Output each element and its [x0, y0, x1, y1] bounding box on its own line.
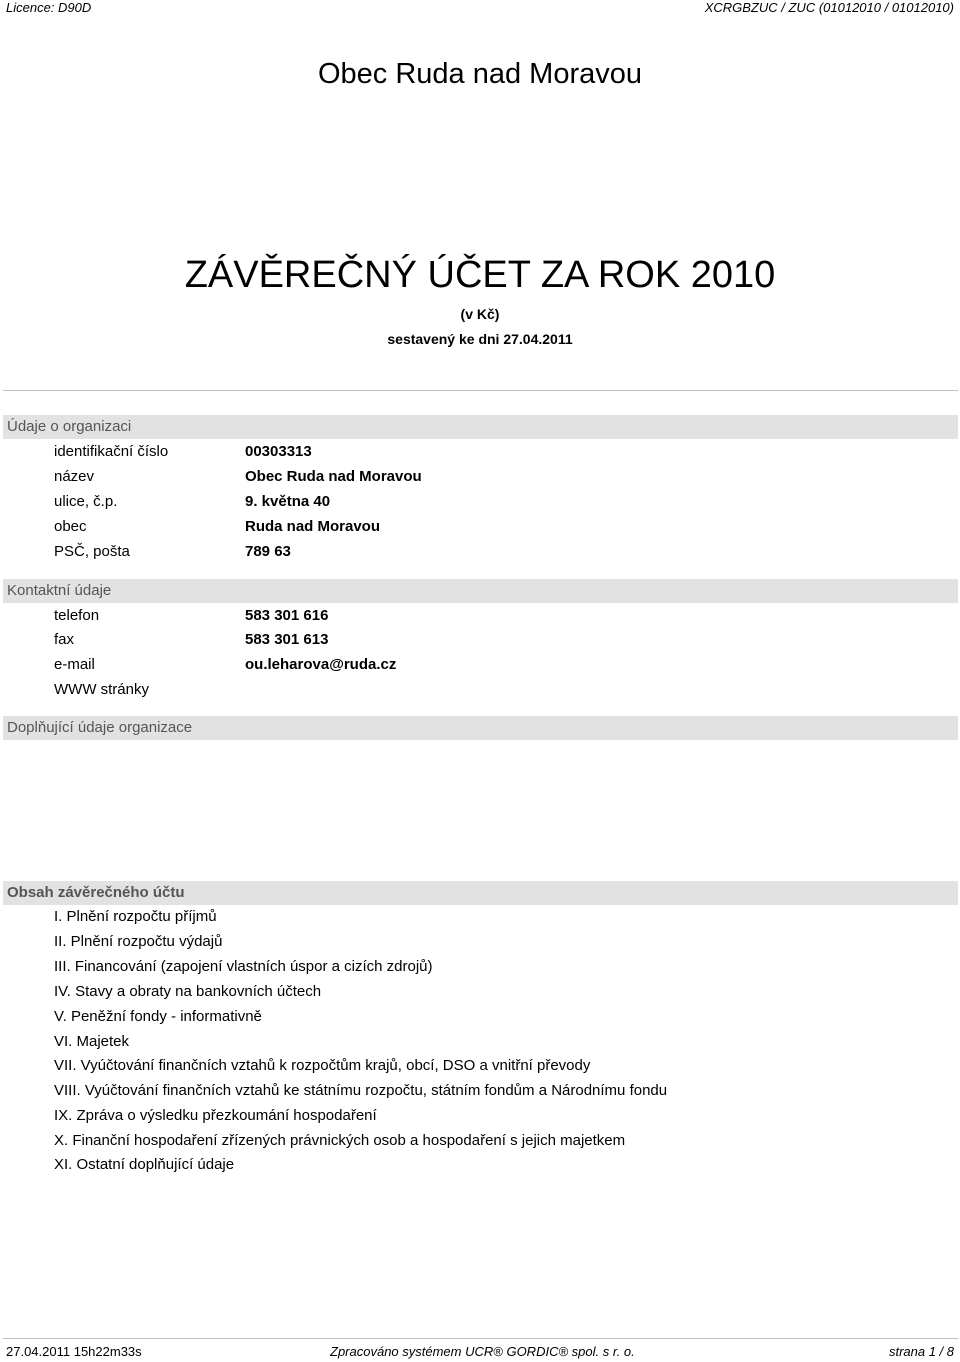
contents-item: I. Plnění rozpočtu příjmů — [54, 908, 217, 925]
field-label: PSČ, pošta — [54, 543, 130, 560]
field-label: telefon — [54, 607, 100, 624]
contents-item: XI. Ostatní doplňující údaje — [54, 1156, 235, 1173]
section-header-contact: Kontaktní údaje — [3, 579, 958, 603]
contents-item: II. Plnění rozpočtu výdajů — [54, 933, 223, 950]
section-header-contents: Obsah závěrečného účtu — [3, 881, 958, 905]
document-title: ZÁVĚREČNÝ ÚČET ZA ROK 2010 — [184, 254, 776, 296]
footer-page-number: strana 1 / 8 — [888, 1344, 954, 1359]
field-label: fax — [54, 631, 75, 648]
organization-title: Obec Ruda nad Moravou — [317, 58, 643, 90]
compiled-date: sestavený ke dni 27.04.2011 — [387, 331, 573, 347]
field-label: název — [54, 468, 95, 485]
field-value-email: ou.leharova@ruda.cz — [245, 656, 397, 673]
contents-item: IX. Zpráva o výsledku přezkoumání hospodaření — [54, 1107, 377, 1124]
contents-item: V. Peněžní fondy - informativně — [54, 1008, 262, 1025]
field-value-phone: 583 301 616 — [245, 607, 329, 624]
field-label: obec — [54, 518, 87, 535]
footer-system: Zpracováno systémem UCR® GORDIC® spol. s r. o. — [330, 1344, 635, 1359]
footer-timestamp: 27.04.2011 15h22m33s — [6, 1344, 142, 1359]
section-header-organization: Údaje o organizaci — [3, 415, 958, 439]
field-label: identifikační číslo — [54, 443, 169, 460]
field-label: WWW stránky — [54, 681, 149, 698]
contents-item: VII. Vyúčtování finančních vztahů k rozpočtům krajů, obcí, DSO a vnitřní převody — [54, 1057, 591, 1074]
field-value-name: Obec Ruda nad Moravou — [245, 468, 422, 485]
field-value-fax: 583 301 613 — [245, 631, 329, 648]
document-code: XCRGBZUC / ZUC (01012010 / 01012010) — [704, 0, 954, 15]
contents-item: IV. Stavy a obraty na bankovních účtech — [54, 983, 322, 1000]
section-header-extra: Doplňující údaje organizace — [3, 716, 958, 740]
licence-label: Licence: D90D — [6, 0, 92, 15]
divider-top — [3, 390, 958, 391]
field-label: e-mail — [54, 656, 95, 673]
contents-item: VI. Majetek — [54, 1033, 130, 1050]
field-value-postcode: 789 63 — [245, 543, 291, 560]
field-label: ulice, č.p. — [54, 493, 118, 510]
contents-item: III. Financování (zapojení vlastních úspor a cizích zdrojů) — [54, 958, 433, 975]
field-value-street: 9. května 40 — [245, 493, 331, 510]
currency-unit: (v Kč) — [460, 306, 500, 322]
field-value-ico: 00303313 — [245, 443, 312, 460]
contents-item: X. Finanční hospodaření zřízených právnických osob a hospodaření s jejich majetkem — [54, 1132, 626, 1149]
contents-item: VIII. Vyúčtování finančních vztahů ke státnímu rozpočtu, státním fondům a Národnímu fondu — [54, 1082, 668, 1099]
divider-bottom — [3, 1338, 958, 1339]
field-value-city: Ruda nad Moravou — [245, 518, 381, 535]
